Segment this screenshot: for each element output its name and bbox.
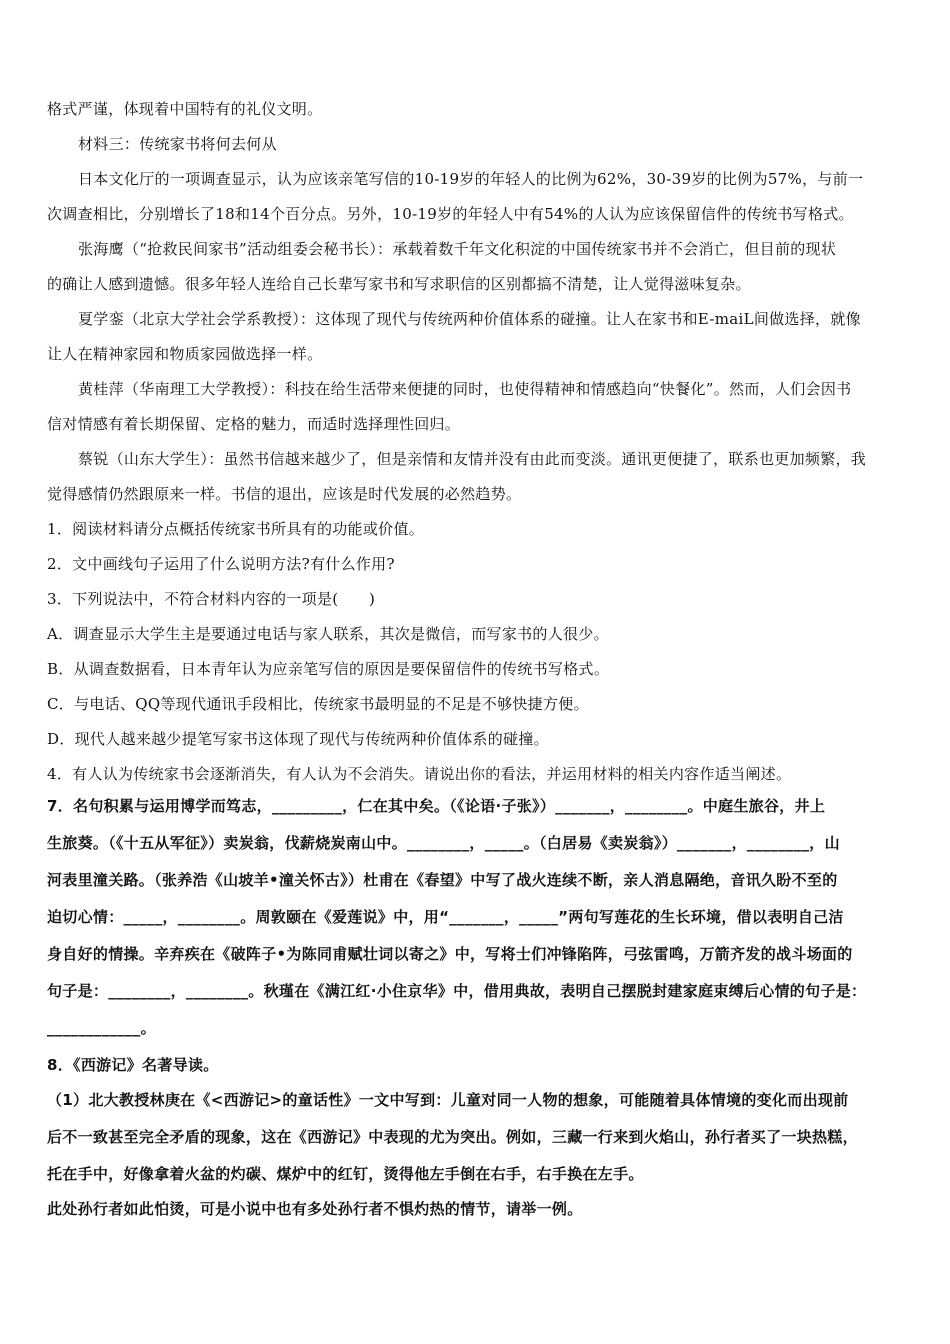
text-line: 蔡锐（山东大学生）：虽然书信越来越少了，但是亲情和友情并没有由此而变淡。通讯更便捷了，联系也更加频繁，我 xyxy=(78,450,867,468)
text-line: 信对情感有着长期保留、定格的魅力，而适时选择理性回归。 xyxy=(47,415,461,433)
text-line: 次调查相比，分别增长了18和14个百分点。另外，10-19岁的年轻人中有54%的人认为应该保留信件的传统书写格式。 xyxy=(47,205,854,223)
question-7: 7．名句积累与运用博学而笃志，_________，仁在其中矣。（《论语·子张》）_______，________。中庭生旅谷，井上 xyxy=(47,797,826,815)
question-2: 2．文中画线句子运用了什么说明方法?有什么作用? xyxy=(47,555,395,573)
question-4: 4．有人认为传统家书会逐渐消失，有人认为不会消失。请说出你的看法，并运用材料的相关内容作适当阐述。 xyxy=(47,765,792,783)
text-line: 河表里潼关路。（张养浩《山坡羊•潼关怀古》）杜甫在《春望》中写了战火连续不断，亲人消息隔绝，音讯久盼不至的 xyxy=(47,871,838,889)
text-line: 生旅葵。（《十五从军征》）卖炭翁，伐薪烧炭南山中。________，_____。（白居易《卖炭翁》）_______，________，山 xyxy=(47,834,840,852)
text-line: 让人在精神家园和物质家园做选择一样。 xyxy=(47,345,323,363)
text-line: 夏学銮（北京大学社会学系教授）：这体现了现代与传统两种价值体系的碰撞。让人在家书和E-maiL间做选择，就像 xyxy=(78,310,861,328)
question-1: 1．阅读材料请分点概括传统家书所具有的功能或价值。 xyxy=(47,520,425,538)
text-line: 格式严谨，体现着中国特有的礼仪文明。 xyxy=(47,100,323,118)
text-line: 后不一致甚至完全矛盾的现象，这在《西游记》中表现的尤为突出。例如，三藏一行来到火焰山，孙行者买了一块热糕， xyxy=(47,1128,858,1146)
text-line: 张海鹰（“抢救民间家书”活动组委会秘书长）：承载着数千年文化积淀的中国传统家书并不会消亡，但目前的现状 xyxy=(78,240,837,258)
text-line: 托在手中，好像拿着火盆的灼碳、煤炉中的红钉，烫得他左手倒在右手，右手换在左手。 xyxy=(47,1165,644,1183)
text-line: 此处孙行者如此怕烫，可是小说中也有多处孙行者不惧灼热的情节，请举一例。 xyxy=(47,1200,583,1218)
question-3: 3．下列说法中，不符合材料内容的一项是( ) xyxy=(47,590,376,608)
option-b: B．从调查数据看，日本青年认为应亲笔写信的原因是要保留信件的传统书写格式。 xyxy=(47,660,610,678)
material-three-heading: 材料三：传统家书将何去何从 xyxy=(78,135,277,153)
option-a: A．调查显示大学生主是要通过电话与家人联系，其次是微信，而写家书的人很少。 xyxy=(47,625,609,643)
text-line: 迫切心情：_____，________。周敦颐在《爱莲说》中，用“_______，_____”两句写莲花的生长环境，借以表明自己洁 xyxy=(47,908,844,926)
text-line: 的确让人感到遗憾。很多年轻人连给自己长辈写家书和写求职信的区别都搞不清楚，让人觉得滋味复杂。 xyxy=(47,275,751,293)
text-line: 句子是：________，________。秋瑾在《满江红·小住京华》中，借用典故，表明自己摆脱封建家庭束缚后心情的句子是： xyxy=(47,982,867,1000)
text-line: ____________。 xyxy=(47,1019,156,1037)
text-line: 黄桂萍（华南理工大学教授）：科技在给生活带来便捷的同时，也使得精神和情感趋向“快餐化”。然而，人们会因书 xyxy=(78,380,852,398)
text-line: 觉得感情仍然跟原来一样。书信的退出，应该是时代发展的必然趋势。 xyxy=(47,485,522,503)
option-d: D．现代人越来越少提笔写家书这体现了现代与传统两种价值体系的碰撞。 xyxy=(47,730,549,748)
question-8-part-1: （1）北大教授林庚在《<西游记>的童话性》一文中写到：儿童对同一人物的想象，可能随着具体情境的变化而出现前 xyxy=(47,1091,849,1109)
text-line: 日本文化厅的一项调查显示，认为应该亲笔写信的10-19岁的年轻人的比例为62%，30-39岁的比例为57%，与前一 xyxy=(78,170,864,188)
text-line: 身自好的情操。辛弃疾在《破阵子•为陈同甫赋壮词以寄之》中，写将士们冲锋陷阵，弓弦雷鸣，万箭齐发的战斗场面的 xyxy=(47,945,853,963)
question-8: 8．《西游记》名著导读。 xyxy=(47,1056,219,1074)
option-c: C．与电话、QQ等现代通讯手段相比，传统家书最明显的不足是不够快捷方便。 xyxy=(47,695,589,713)
